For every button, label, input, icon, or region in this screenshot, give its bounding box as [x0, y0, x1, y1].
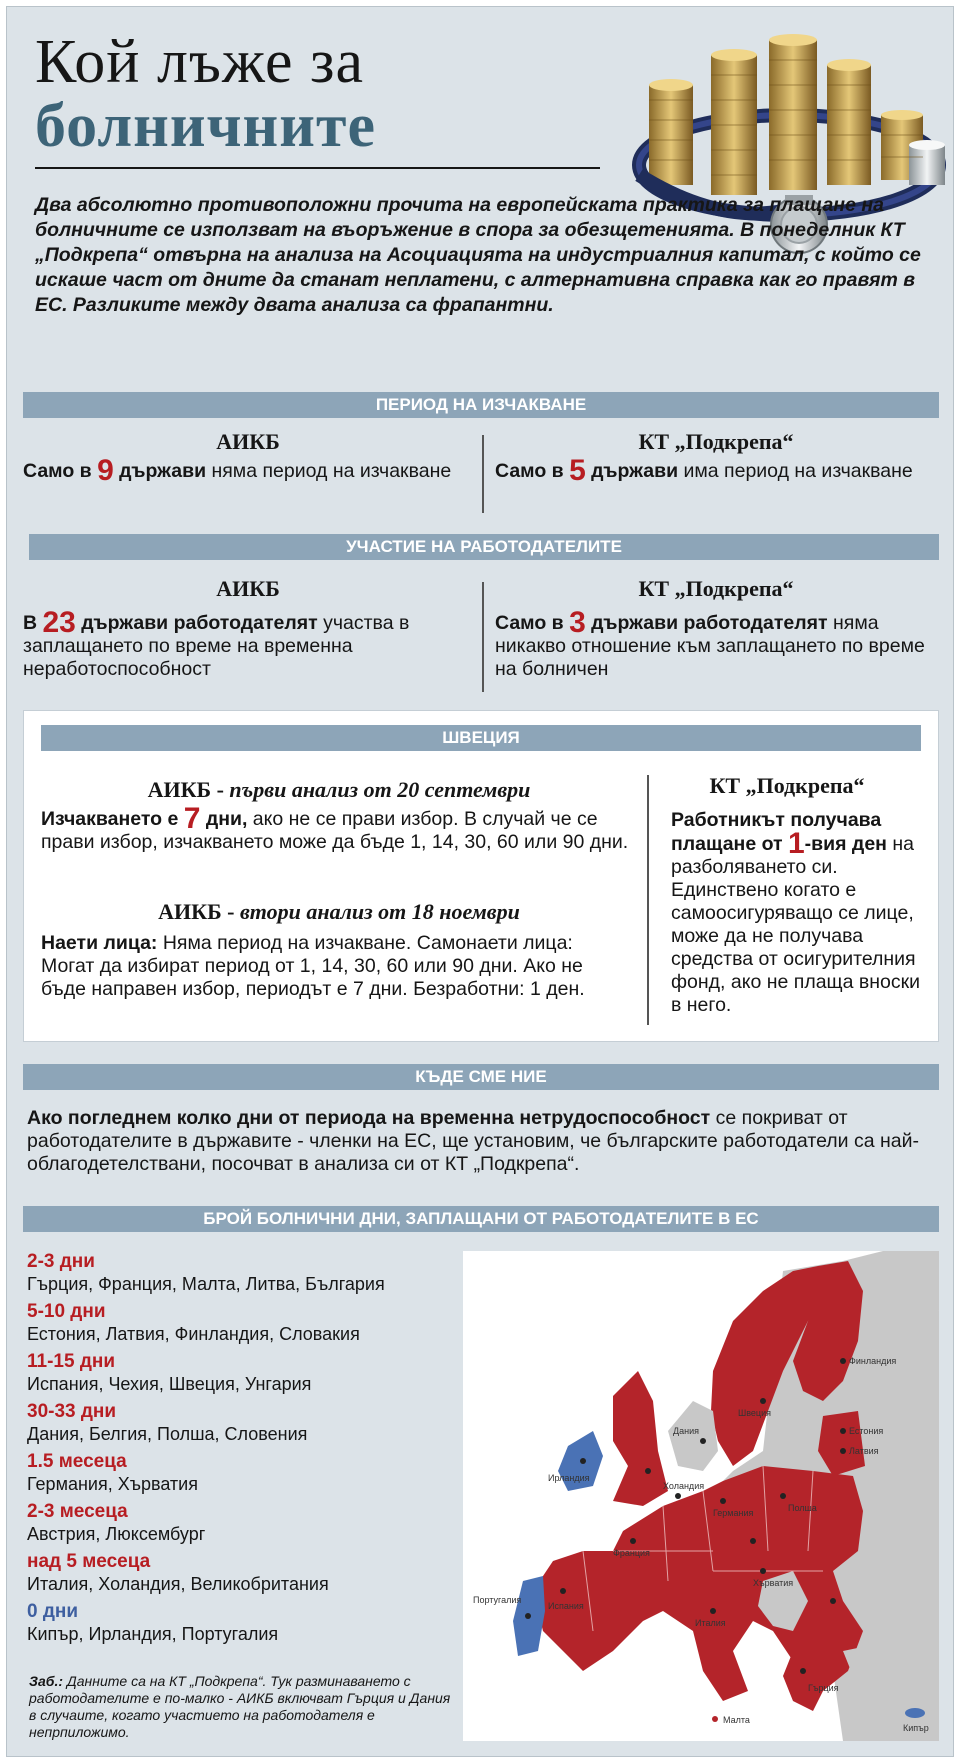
sweden-first-analysis-heading: АИКБ - първи анализ от 20 септември [147, 777, 531, 802]
legend-countries: Италия, Холандия, Великобритания [27, 1574, 329, 1594]
s1-right-number: 5 [569, 454, 586, 487]
legend-countries: Гърция, Франция, Малта, Литва, България [27, 1274, 385, 1294]
legend-range: 11-15 дни [27, 1351, 116, 1372]
headline-line2: болничните [35, 92, 376, 160]
map-label-cyprus: Кипър [903, 1723, 929, 1733]
legend-item [27, 1601, 467, 1645]
legend-countries: Германия, Хърватия [27, 1474, 198, 1494]
map-label-denmark: Дания [673, 1426, 699, 1436]
legend-range: 0 дни [27, 1601, 79, 1622]
s2-left-heading: АИКБ [216, 576, 280, 601]
sweden-first-number: 7 [183, 802, 201, 835]
legend-item [27, 1401, 467, 1445]
where-are-we-text: Ако погледнем колко дни от периода на временна нетрудоспособност се покриват от работодателите в държавите - членки на ЕС, ще установим, че българските работодатели са най-облагодетелствани, посочват в анализа си от КТ „Подкрепа“. [27, 1107, 919, 1175]
map-label-finland: Финландия [849, 1356, 897, 1366]
legend-countries: Испания, Чехия, Швеция, Унгария [27, 1374, 312, 1394]
map-label-latvia: Латвия [849, 1446, 879, 1456]
s1-right-heading: КТ „Подкрепа“ [638, 429, 794, 454]
s2-left-number: 23 [42, 606, 76, 639]
s2-right-heading: КТ „Подкрепа“ [638, 576, 794, 601]
legend-item [27, 1251, 467, 1295]
map-label-germany: Германия [713, 1508, 754, 1518]
legend-countries: Дания, Белгия, Полша, Словения [27, 1424, 308, 1444]
legend-range: 2-3 месеца [27, 1501, 128, 1522]
section-where-are-we-header: КЪДЕ СМЕ НИЕ [23, 1064, 939, 1090]
s2-right-number: 3 [569, 606, 586, 639]
sweden-second-analysis-text: Наети лица: Няма период на изчакване. Самонаети лица: Могат да избират период от 1, 14, 30, 60 или 90 дни. Ако не бъде направен избор, периодът е 7 дни. Безработни: 1 ден. [41, 932, 585, 1000]
section-waiting-period-header: ПЕРИОД НА ИЗЧАКВАНЕ [23, 392, 939, 418]
legend-item [27, 1301, 467, 1345]
map-label-poland: Полша [788, 1503, 817, 1513]
s2-left-text: В 23 държави работодателят участва в заплащането по време на временна неработоспособност [23, 606, 410, 680]
map-label-ireland: Ирландия [548, 1473, 590, 1483]
map-label-croatia: Хърватия [753, 1578, 794, 1588]
map-label-france: Франция [613, 1548, 650, 1558]
sweden-podkrepa-heading: КТ „Подкрепа“ [709, 773, 865, 798]
eu-map [463, 1251, 939, 1741]
map-label-sweden: Швеция [738, 1408, 771, 1418]
section-sick-days-header: БРОЙ БОЛНИЧНИ ДНИ, ЗАПЛАЩАНИ ОТ РАБОТОДАТЕЛИТЕ В ЕС [23, 1206, 939, 1232]
headline-underline [35, 167, 600, 169]
sweden-second-analysis-heading: АИКБ - втори анализ от 18 ноември [158, 899, 520, 924]
legend-range: над 5 месеца [27, 1551, 151, 1572]
section-employer-participation-header: УЧАСТИЕ НА РАБОТОДАТЕЛИТЕ [29, 534, 939, 560]
intro-paragraph: Два абсолютно противоположни прочита на европейската практика за плащане на болничните се използват на въоръжение в спора за обезщетенията. В понеделник КТ „Подкрепа“ отвърна на анализа на Асоциацията на индустриалния капитал, с който се искаше част от дните да станат неплатени, с алтернативна справка как го правят в ЕС. Разликите между двата анализа са фрапантни. [35, 194, 921, 316]
map-label-italy: Италия [695, 1618, 726, 1628]
map-label-estonia: Естония [849, 1426, 884, 1436]
infographic [6, 6, 954, 1757]
s1-left-text: Само в 9 държави няма период на изчакване [23, 454, 452, 487]
legend-item [27, 1501, 467, 1545]
s2-divider [482, 582, 484, 692]
sweden-divider [647, 775, 649, 1025]
legend-item [27, 1451, 467, 1495]
legend-range: 5-10 дни [27, 1301, 106, 1322]
legend-item [27, 1351, 467, 1395]
legend-range: 2-3 дни [27, 1251, 95, 1272]
map-label-malta: Малта [723, 1715, 750, 1725]
map-label-greece: Гърция [808, 1683, 839, 1693]
s1-divider [482, 435, 484, 513]
legend-range: 1.5 месеца [27, 1451, 127, 1472]
eu-map-panel [463, 1251, 939, 1741]
legend-countries: Австрия, Люксембург [27, 1524, 206, 1544]
s1-left-number: 9 [97, 454, 114, 487]
sick-days-legend [27, 1251, 467, 1651]
s1-right-text: Само в 5 държави има период на изчакване [495, 454, 913, 487]
s1-left-heading: АИКБ [216, 429, 280, 454]
legend-countries: Естония, Латвия, Финландия, Словакия [27, 1324, 360, 1344]
sweden-podkrepa-number: 1 [787, 827, 805, 860]
legend-countries: Кипър, Ирландия, Португалия [27, 1624, 279, 1644]
sweden-first-analysis-text: Изчакването е 7 дни, ако не се прави избор. В случай че се прави избор, изчакването може да бъде 1, 14, 30, 60 или 90 дни. [41, 802, 629, 853]
footnote: Заб.: Данните са на КТ „Подкрепа“. Тук разминаването с работодателите е по-малко - АИКБ включват Гърция и Дания в случаите, когато участието на работодателя е непрпиложимо. [29, 1673, 451, 1740]
legend-item [27, 1551, 467, 1595]
map-label-netherlands: Холандия [663, 1481, 705, 1491]
map-label-portugal: Португалия [473, 1595, 522, 1605]
legend-range: 30-33 дни [27, 1401, 117, 1422]
headline-line1: Кой лъже за [35, 28, 364, 96]
s2-right-text: Само в 3 държави работодателят няма никакво отношение към заплащането по време на болничен [495, 606, 925, 680]
sweden-podkrepa-text: Работникът получава плащане от 1-вия ден на разболяването си. Единствено когато е самоосигуряващо се лице, може да не получава средства от осигурителния фонд, ако не плаща вноски в него. [671, 809, 920, 1016]
section-sweden-header: ШВЕЦИЯ [41, 725, 921, 751]
map-label-spain: Испания [548, 1601, 584, 1611]
